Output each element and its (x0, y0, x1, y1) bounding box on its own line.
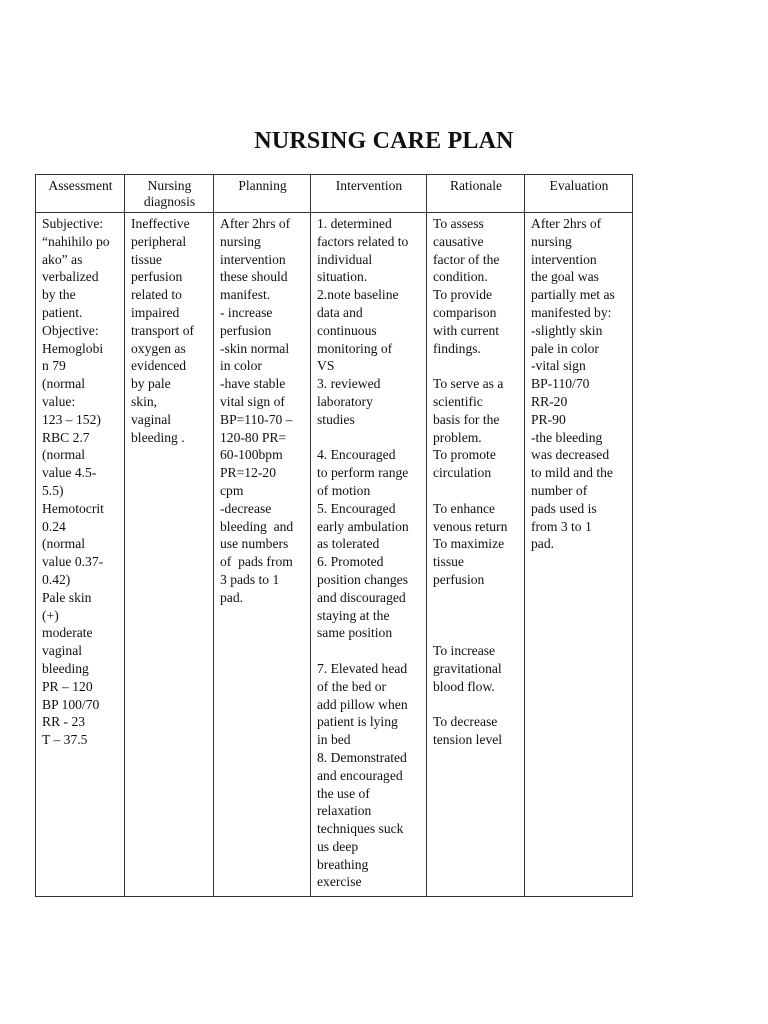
cell-blank-line (433, 624, 519, 642)
intervention-cell (311, 213, 427, 897)
cell-line: skin, (131, 393, 158, 409)
cell-line: To assess (433, 216, 484, 231)
cell-line: - increase (220, 304, 273, 320)
cell-line: continuous (317, 322, 377, 338)
cell-line: related to (131, 287, 182, 303)
cell-line: in bed (317, 732, 351, 748)
cell-line: -decrease (220, 500, 272, 516)
cell-line: value 4.5- (42, 465, 97, 481)
cell-line: techniques suck (317, 821, 404, 837)
cell-line: add pillow when (317, 696, 408, 712)
cell-line: individual (317, 251, 373, 267)
cell-line: evidenced (131, 358, 187, 374)
cell-line: Hemotocrit (42, 500, 104, 516)
cell-line: vital sign of (220, 393, 285, 409)
cell-blank-line (317, 642, 421, 660)
cell-line: nursing (220, 233, 261, 249)
cell-line: To promote (433, 447, 496, 463)
cell-line: 60-100bpm (220, 447, 283, 463)
evaluation-cell (525, 213, 633, 897)
cell-line: causative (433, 233, 484, 249)
cell-line: PR-90 (531, 411, 566, 427)
cell-line: 3 pads to 1 (220, 571, 280, 587)
cell-line: exercise (317, 874, 362, 890)
cell-line: patient is lying (317, 714, 398, 730)
cell-line: vaginal (42, 643, 83, 659)
cell-line: To serve as a (433, 376, 504, 392)
cell-line: findings. (433, 340, 481, 356)
cell-line: To enhance (433, 500, 496, 516)
cell-line: value: (42, 393, 76, 409)
cell-line: situation. (317, 269, 368, 285)
cell-line: with current (433, 322, 500, 338)
cell-blank-line (433, 357, 519, 375)
cell-line: moderate (42, 625, 93, 641)
care-plan-table (35, 174, 633, 897)
cell-line: transport of (131, 322, 195, 338)
cell-line: the use of (317, 785, 370, 801)
cell-line: 6. Promoted (317, 554, 384, 570)
cell-line: us deep (317, 838, 359, 854)
table-row (36, 213, 633, 897)
diagnosis-cell (125, 213, 214, 897)
cell-line: pad. (531, 536, 555, 552)
cell-line: -vital sign (531, 358, 586, 374)
cell-line: as tolerated (317, 536, 380, 552)
cell-line: staying at the (317, 607, 390, 623)
cell-line: patient. (42, 304, 83, 320)
cell-line: bleeding and (220, 518, 294, 534)
cell-line: -have stable (220, 376, 286, 392)
cell-line: vaginal (131, 411, 172, 427)
cell-line: Hemoglobi (42, 340, 104, 356)
column-header-planning: Planning (214, 175, 311, 213)
cell-line: Objective: (42, 322, 99, 338)
cell-line: bleeding (42, 660, 89, 676)
cell-line: of the bed or (317, 678, 387, 694)
cell-line: to perform range (317, 465, 409, 481)
cell-line: cpm (220, 482, 244, 498)
cell-line: value 0.37- (42, 554, 104, 570)
planning-cell (214, 213, 311, 897)
cell-line: and discouraged (317, 589, 406, 605)
cell-line: Pale skin (42, 589, 92, 605)
cell-line: studies (317, 411, 355, 427)
cell-line: laboratory (317, 393, 373, 409)
cell-blank-line (433, 589, 519, 607)
cell-line: 123 – 152) (42, 411, 101, 427)
cell-line: (+) (42, 607, 59, 623)
cell-line: BP 100/70 (42, 696, 100, 712)
cell-line: number of (531, 482, 588, 498)
cell-line: the goal was (531, 269, 599, 285)
cell-line: 0.24 (42, 518, 66, 534)
cell-line: peripheral (131, 233, 187, 249)
cell-line: data and (317, 304, 363, 320)
page-title: NURSING CARE PLAN (254, 128, 514, 154)
cell-line: early ambulation (317, 518, 409, 534)
cell-line: perfusion (220, 322, 272, 338)
cell-line: pads used is (531, 500, 597, 516)
cell-line: manifested by: (531, 304, 612, 320)
column-header-intervention: Intervention (311, 175, 427, 213)
cell-line: 5.5) (42, 482, 64, 498)
cell-line: in color (220, 358, 262, 374)
table-header-row (36, 175, 633, 213)
cell-line: ako” as (42, 251, 83, 267)
cell-line: 5. Encouraged (317, 500, 396, 516)
rationale-cell (427, 213, 525, 897)
cell-line: (normal (42, 536, 86, 552)
cell-line: perfusion (131, 269, 183, 285)
cell-line: by the (42, 287, 76, 303)
cell-line: comparison (433, 304, 497, 320)
cell-line: position changes (317, 571, 408, 587)
cell-line: and encouraged (317, 767, 403, 783)
cell-line: 8. Demonstrated (317, 749, 407, 765)
cell-line: manifest. (220, 287, 271, 303)
cell-line: RR-20 (531, 393, 568, 409)
cell-line: After 2hrs of (531, 216, 602, 231)
cell-line: same position (317, 625, 393, 641)
cell-blank-line (317, 429, 421, 447)
cell-line: To decrease (433, 714, 498, 730)
cell-line: to mild and the (531, 465, 613, 481)
cell-line: verbalized (42, 269, 99, 285)
cell-line: monitoring of (317, 340, 393, 356)
cell-line: RR - 23 (42, 714, 86, 730)
cell-line: these should (220, 269, 288, 285)
cell-line: oxygen as (131, 340, 186, 356)
cell-line: PR – 120 (42, 678, 93, 694)
cell-line: use numbers (220, 536, 289, 552)
cell-line: -skin normal (220, 340, 290, 356)
cell-line: nursing (531, 233, 572, 249)
cell-line: PR=12-20 (220, 465, 277, 481)
cell-line: blood flow. (433, 678, 495, 694)
cell-line: perfusion (433, 571, 485, 587)
cell-line: pale in color (531, 340, 599, 356)
cell-line: n 79 (42, 358, 66, 374)
cell-line: tissue (131, 251, 162, 267)
cell-line: 120-80 PR= (220, 429, 287, 445)
cell-line: To increase (433, 643, 496, 659)
cell-blank-line (433, 607, 519, 625)
column-header-rationale: Rationale (427, 175, 525, 213)
cell-line: 2.note baseline (317, 287, 399, 303)
assessment-cell (36, 213, 125, 897)
cell-line: 1. determined (317, 216, 392, 231)
cell-line: Ineffective (131, 216, 190, 231)
cell-line: impaired (131, 304, 180, 320)
cell-line: 4. Encouraged (317, 447, 396, 463)
cell-line: 7. Elevated head (317, 660, 408, 676)
cell-line: To maximize (433, 536, 505, 552)
cell-line: To provide (433, 287, 493, 303)
cell-line: venous return (433, 518, 508, 534)
cell-line: 0.42) (42, 571, 71, 587)
cell-line: bleeding . (131, 429, 185, 445)
cell-line: VS (317, 358, 335, 374)
cell-line: After 2hrs of (220, 216, 291, 231)
cell-line: was decreased (531, 447, 610, 463)
cell-line: by pale (131, 376, 171, 392)
column-header-nursing-diagnosis: Nursing diagnosis (125, 175, 214, 213)
cell-blank-line (433, 696, 519, 714)
cell-line: partially met as (531, 287, 615, 303)
cell-line: of pads from (220, 554, 293, 570)
column-header-evaluation: Evaluation (525, 175, 633, 213)
cell-line: of motion (317, 482, 371, 498)
cell-line: from 3 to 1 (531, 518, 592, 534)
cell-line: pad. (220, 589, 244, 605)
cell-line: tension level (433, 732, 503, 748)
cell-line: scientific (433, 393, 483, 409)
cell-line: RBC 2.7 (42, 429, 90, 445)
column-header-assessment: Assessment (36, 175, 125, 213)
cell-line: (normal (42, 447, 86, 463)
cell-line: circulation (433, 465, 492, 481)
cell-line: problem. (433, 429, 482, 445)
cell-blank-line (433, 482, 519, 500)
cell-line: gravitational (433, 660, 502, 676)
cell-line: BP-110/70 (531, 376, 590, 392)
cell-line: (normal (42, 376, 86, 392)
cell-line: intervention (531, 251, 597, 267)
cell-line: basis for the (433, 411, 500, 427)
cell-line: 3. reviewed (317, 376, 381, 392)
cell-line: breathing (317, 856, 369, 872)
cell-line: “nahihilo po (42, 233, 110, 249)
cell-line: intervention (220, 251, 286, 267)
cell-line: BP=110-70 – (220, 411, 293, 427)
cell-line: factor of the (433, 251, 500, 267)
cell-line: -the bleeding (531, 429, 603, 445)
cell-line: relaxation (317, 803, 372, 819)
cell-line: tissue (433, 554, 464, 570)
cell-line: T – 37.5 (42, 732, 88, 748)
cell-line: factors related to (317, 233, 409, 249)
cell-line: condition. (433, 269, 488, 285)
cell-line: -slightly skin (531, 322, 603, 338)
cell-line: Subjective: (42, 216, 104, 231)
